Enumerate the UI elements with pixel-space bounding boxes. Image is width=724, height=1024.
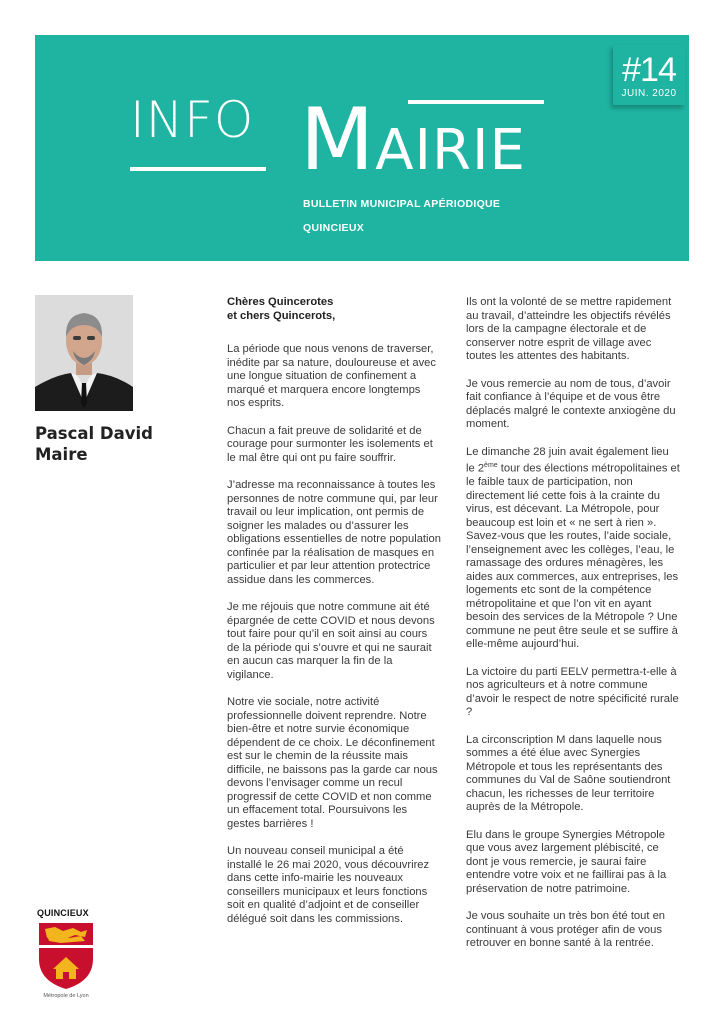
letter-column-2 (466, 296, 680, 965)
paragraph: Je vous remercie au nom de tous, d’avoir fait confiance à l’équipe et de vous être déplacés malgré le contexte anxiogène du moment. (466, 377, 676, 430)
paragraph: Elu dans le groupe Synergies Métropole que vous avez largement plébiscité, ce dont je vous remercie, je saurai faire entendre votre voix et ne faillirai pas à la préservation de notre patrimoine. (466, 828, 667, 895)
greeting-line2: et chers Quincerots, (227, 309, 336, 322)
letter-column-1 (227, 296, 441, 940)
coat-of-arms-icon (35, 921, 97, 991)
paragraph: Ils ont la volonté de se mettre rapidement au travail, d’atteindre les objectifs révélés lors de la campagne électorale et de conserver notre esprit de village avec toutes les attentes des habitants. (466, 296, 672, 362)
author-name-line1: Pascal David (35, 424, 153, 443)
ordinal-suffix: ème (484, 462, 498, 469)
paragraph: La victoire du parti EELV permettra-t-elle à nos agriculteurs et à notre commune d’avoir le respect de notre spécificité rurale ? (466, 665, 679, 719)
letter-greeting (227, 296, 441, 323)
paragraph-part: tour des élections métropolitaines et le faible taux de participation, non directement lié cette fois à la crainte du virus, est décevant. La Métropole, pour beaucoup est loin et « ne sert à rien ». Savez-vous que les routes, l’aide sociale, l’enseignement avec les collèges, l’eau, le ramassage des ordures ménagères, les aides aux commerces, aux entreprises, les logements etc sont de la compétence métropolitaine et que l’on vit en ayant besoin des services de la Métropole ? Une commune ne peut être seule et se suffire à elle-même aujourd’hui. (466, 462, 680, 651)
title-mairie-rest: AIRIE (375, 118, 526, 183)
paragraph: Notre vie sociale, notre activité professionnelle doivent reprendre. Notre bien-être et notre survie économique dépendent de ce choix. Le déconfinement est sur le chemin de la réussite mais difficile, ne baissons pas la garde car nous devons l’envisager comme un recul progressif de cette COVID et non comme un effacement total. Poursuivons les gestes barrières ! (227, 696, 438, 830)
title-info: INFO (130, 91, 255, 149)
paragraph: Chacun a fait preuve de solidarité et de courage pour surmonter les isolements et le mal être qui ont pu faire souffrir. (227, 424, 433, 464)
issue-number: #14 (622, 51, 676, 89)
town-logo (35, 908, 107, 999)
issue-tab (613, 45, 685, 105)
paragraph: J’adresse ma reconnaissance à toutes les personnes de notre commune qui, par leur travail ou leur implication, ont permis de soigner les malades ou d’assurer les obligations essentielles de notre population confinée par la réalisation de masques en particulier et par leur attention protectrice assidue dans les commerces. (227, 479, 441, 586)
greeting-line1: Chères Quincerotes (227, 296, 334, 308)
paragraph-part: Le dimanche 28 juin avait également lieu le 2 (466, 445, 669, 475)
author-name (35, 423, 155, 465)
title-mairie (300, 90, 526, 191)
issue-date: JUIN. 2020 (621, 88, 677, 99)
paragraph: Un nouveau conseil municipal a été installé le 26 mai 2020, vous découvrirez dans cette info-mairie les nouveaux conseillers municipaux et leurs fonctions soit en qualité d’adjoint et de conseiller délégué soit dans les commissions. (227, 845, 430, 925)
bulletin-town: QUINCIEUX (303, 222, 365, 234)
title-mairie-initial: M (300, 90, 376, 190)
logo-name: QUINCIEUX (37, 908, 89, 918)
logo-subtitle: Métropole de Lyon (43, 993, 89, 999)
paragraph: Je vous souhaite un très bon été tout en continuant à vous protéger afin de vous retrouver en bonne santé à la rentrée. (466, 910, 666, 950)
mayor-photo (35, 295, 133, 411)
title-rule-bottom (130, 167, 266, 171)
paragraph (466, 446, 680, 652)
paragraph: La circonscription M dans laquelle nous sommes a été élue avec Synergies Métropole et tous les représentants des communes du Val de Saône soutiendront chacun, les richesses de leur territoire auprès de la Métropole. (466, 733, 671, 814)
paragraph: La période que nous venons de traverser, inédite par sa nature, douloureuse et avec une longue situation de confinement a marqué et marquera encore longtemps nos esprits. (227, 343, 436, 409)
bulletin-subtitle: BULLETIN MUNICIPAL APÉRIODIQUE (303, 198, 501, 210)
paragraph: Je me réjouis que notre commune ait été épargnée de cette COVID et nous devons tout faire pour qu’il en soit ainsi au cours de la période qui s’ouvre et qui ne saurait en aucun cas marquer la fin de la vigilance. (227, 601, 435, 681)
author-title: Maire (35, 445, 88, 464)
